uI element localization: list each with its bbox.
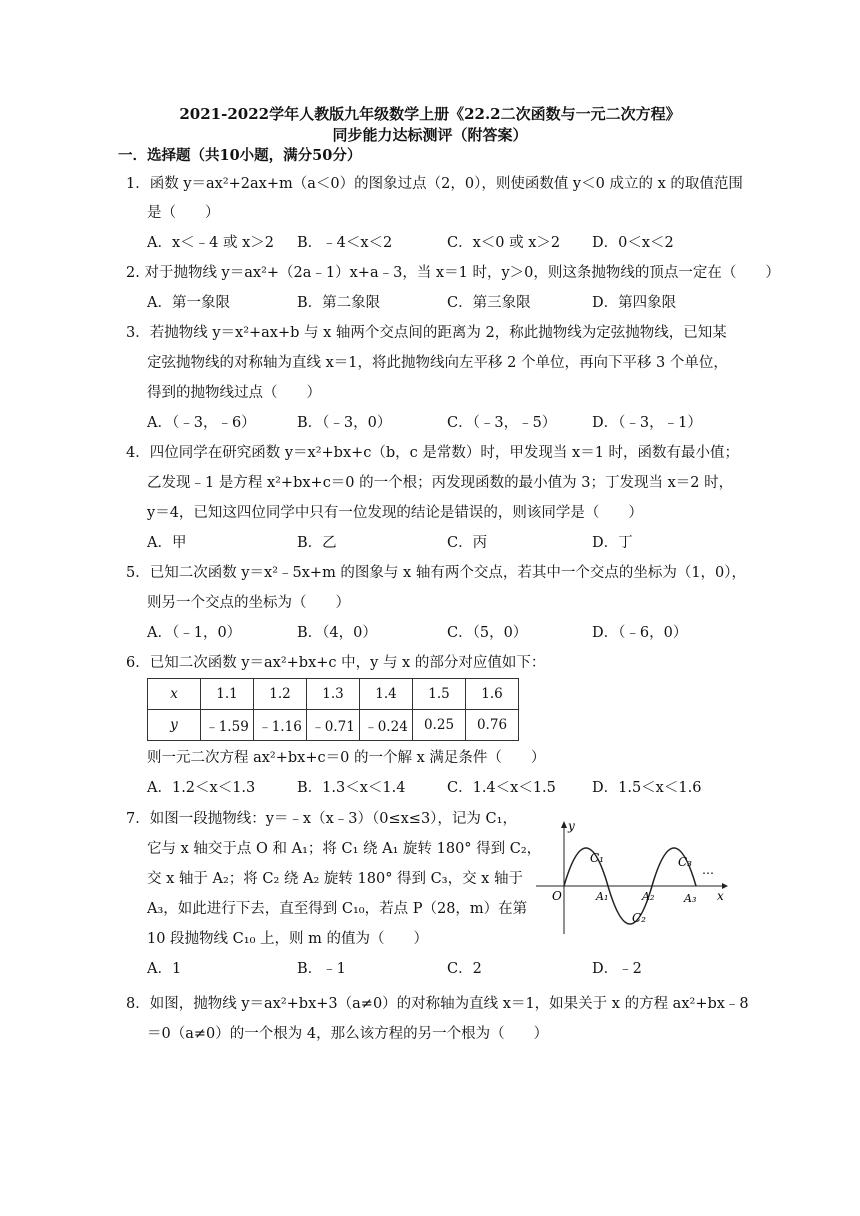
q7-line-2: 它与 x 轴交于点 O 和 A₁；将 C₁ 绕 A₁ 旋转 180° 得到 C₂， bbox=[147, 841, 542, 857]
q3-option-d: D．（﹣3，﹣1） bbox=[592, 415, 702, 431]
q3-line-3: 得到的抛物线过点（ ） bbox=[147, 385, 321, 401]
q7-line-1: 7．如图一段抛物线：y＝﹣x（x﹣3）（0≤x≤3），记为 C₁， bbox=[126, 811, 517, 827]
q7-line-5: 10 段抛物线 C₁₀ 上，则 m 的值为（ ） bbox=[147, 931, 428, 947]
q4-option-c: C．丙 bbox=[447, 535, 488, 551]
parabola-figure bbox=[534, 818, 730, 938]
section-heading: 一．选择题（共10小题，满分50分） bbox=[118, 147, 362, 164]
q4-option-a: A．甲 bbox=[147, 535, 187, 551]
q3-option-a: A．（﹣3，﹣6） bbox=[147, 415, 256, 431]
q3-option-c: C．（﹣3，﹣5） bbox=[447, 415, 557, 431]
a1-label: A₁ bbox=[596, 890, 609, 903]
table-cell: 0.25 bbox=[413, 710, 466, 741]
table-cell: 1.4 bbox=[360, 679, 413, 710]
q6-option-d: D．1.5＜x＜1.6 bbox=[592, 780, 702, 796]
q7-option-b: B．﹣1 bbox=[297, 961, 346, 977]
table-cell: 1.5 bbox=[413, 679, 466, 710]
y-axis-arrow bbox=[561, 821, 567, 828]
origin-label: O bbox=[552, 889, 562, 903]
table-cell: 1.6 bbox=[466, 679, 519, 710]
c2-label: C₂ bbox=[632, 911, 646, 925]
q4-option-b: B．乙 bbox=[297, 535, 337, 551]
q4-line-1: 4．四位同学在研究函数 y＝x²+bx+c（b，c 是常数）时，甲发现当 x＝1 时，函数有最小值； bbox=[126, 445, 740, 461]
q2-option-c: C．第三象限 bbox=[447, 295, 531, 311]
q1-option-d: D．0＜x＜2 bbox=[592, 235, 674, 251]
q1-line-1: 1．函数 y＝ax²+2ax+m（a＜0）的图象过点（2，0），则使函数值 y＜0 成立的 x 的取值范围 bbox=[126, 176, 743, 192]
value-table bbox=[147, 678, 519, 741]
q7-line-4: A₃，如此进行下去，直至得到 C₁₀，若点 P（28，m）在第 bbox=[147, 901, 528, 917]
table-cell: 0.76 bbox=[466, 710, 519, 741]
q5-line-1: 5．已知二次函数 y＝x²﹣5x+m 的图象与 x 轴有两个交点，若其中一个交点的坐标为（1，0）， bbox=[126, 565, 747, 581]
a2-label: A₂ bbox=[642, 890, 655, 903]
q8-line-2: ＝0（a≠0）的一个根为 4，那么该方程的另一个根为（ ） bbox=[147, 1026, 549, 1042]
q1-option-c: C．x＜0 或 x＞2 bbox=[447, 235, 561, 251]
q5-option-b: B．（4，0） bbox=[297, 625, 377, 641]
q6-option-b: B．1.3＜x＜1.4 bbox=[297, 780, 406, 796]
q7-line-3: 交 x 轴于 A₂；将 C₂ 绕 A₂ 旋转 180° 得到 C₃，交 x 轴于 bbox=[147, 871, 523, 887]
c3-label: C₃ bbox=[678, 855, 692, 869]
table-row-x bbox=[148, 679, 519, 710]
ellipsis-label: … bbox=[702, 863, 714, 877]
table-cell: x bbox=[148, 679, 201, 710]
q5-line-2: 则另一个交点的坐标为（ ） bbox=[147, 595, 350, 611]
q5-option-d: D．（﹣6，0） bbox=[592, 625, 688, 641]
q2-option-d: D．第四象限 bbox=[592, 295, 677, 311]
q1-option-b: B．﹣4＜x＜2 bbox=[297, 235, 393, 251]
q3-line-1: 3．若抛物线 y＝x²+ax+b 与 x 轴两个交点间的距离为 2，称此抛物线为定弦抛物线，已知某 bbox=[126, 325, 727, 341]
table-cell: ﹣0.24 bbox=[360, 710, 413, 741]
q6-line-1: 6．已知二次函数 y＝ax²+bx+c 中，y 与 x 的部分对应值如下： bbox=[126, 655, 546, 671]
q8-line-1: 8．如图，抛物线 y＝ax²+bx+3（a≠0）的对称轴为直线 x＝1，如果关于 x 的方程 ax²+bx﹣8 bbox=[126, 996, 749, 1012]
title-line-1: 2021-2022学年人教版九年级数学上册《22.2二次函数与一元二次方程》 bbox=[179, 105, 681, 123]
y-label: y bbox=[568, 819, 575, 833]
q2-option-a: A．第一象限 bbox=[147, 295, 230, 311]
q7-option-d: D．﹣2 bbox=[592, 961, 642, 977]
q5-option-a: A．（﹣1，0） bbox=[147, 625, 242, 641]
table-cell: ﹣1.59 bbox=[201, 710, 254, 741]
q3-option-b: B．（﹣3，0） bbox=[297, 415, 392, 431]
q5-option-c: C．（5，0） bbox=[447, 625, 528, 641]
c1-label: C₁ bbox=[590, 851, 604, 865]
table-cell: ﹣1.16 bbox=[254, 710, 307, 741]
q6-option-a: A．1.2＜x＜1.3 bbox=[147, 780, 256, 796]
q1-option-a: A．x＜﹣4 或 x＞2 bbox=[147, 235, 274, 251]
q1-line-2: 是（ ） bbox=[147, 205, 220, 221]
table-row-y bbox=[148, 710, 519, 741]
table-cell: y bbox=[148, 710, 201, 741]
q2-line-1: 2. 对于抛物线 y＝ax²+（2a﹣1）x+a﹣3，当 x＝1 时，y＞0，则这条抛物线的顶点一定在（ ） bbox=[126, 265, 780, 281]
a3-label: A₃ bbox=[684, 892, 697, 905]
q6-after: 则一元二次方程 ax²+bx+c＝0 的一个解 x 满足条件（ ） bbox=[147, 750, 546, 766]
q6-option-c: C．1.4＜x＜1.5 bbox=[447, 780, 556, 796]
q7-option-a: A．1 bbox=[147, 961, 182, 977]
q4-line-3: y＝4，已知这四位同学中只有一位发现的结论是错误的，则该同学是（ ） bbox=[147, 505, 643, 521]
x-label: x bbox=[717, 889, 724, 903]
q3-line-2: 定弦抛物线的对称轴为直线 x＝1，将此抛物线向左平移 2 个单位，再向下平移 3 个单位， bbox=[147, 355, 728, 371]
table-cell: 1.1 bbox=[201, 679, 254, 710]
table-cell: ﹣0.71 bbox=[307, 710, 360, 741]
q4-option-d: D．丁 bbox=[592, 535, 633, 551]
q4-line-2: 乙发现﹣1 是方程 x²+bx+c＝0 的一个根；丙发现函数的最小值为 3；丁发现当 x＝2 时， bbox=[147, 475, 734, 491]
table-cell: 1.3 bbox=[307, 679, 360, 710]
table-cell: 1.2 bbox=[254, 679, 307, 710]
q2-option-b: B．第二象限 bbox=[297, 295, 381, 311]
title-line-2: 同步能力达标测评（附答案） bbox=[332, 126, 528, 144]
q7-option-c: C．2 bbox=[447, 961, 482, 977]
